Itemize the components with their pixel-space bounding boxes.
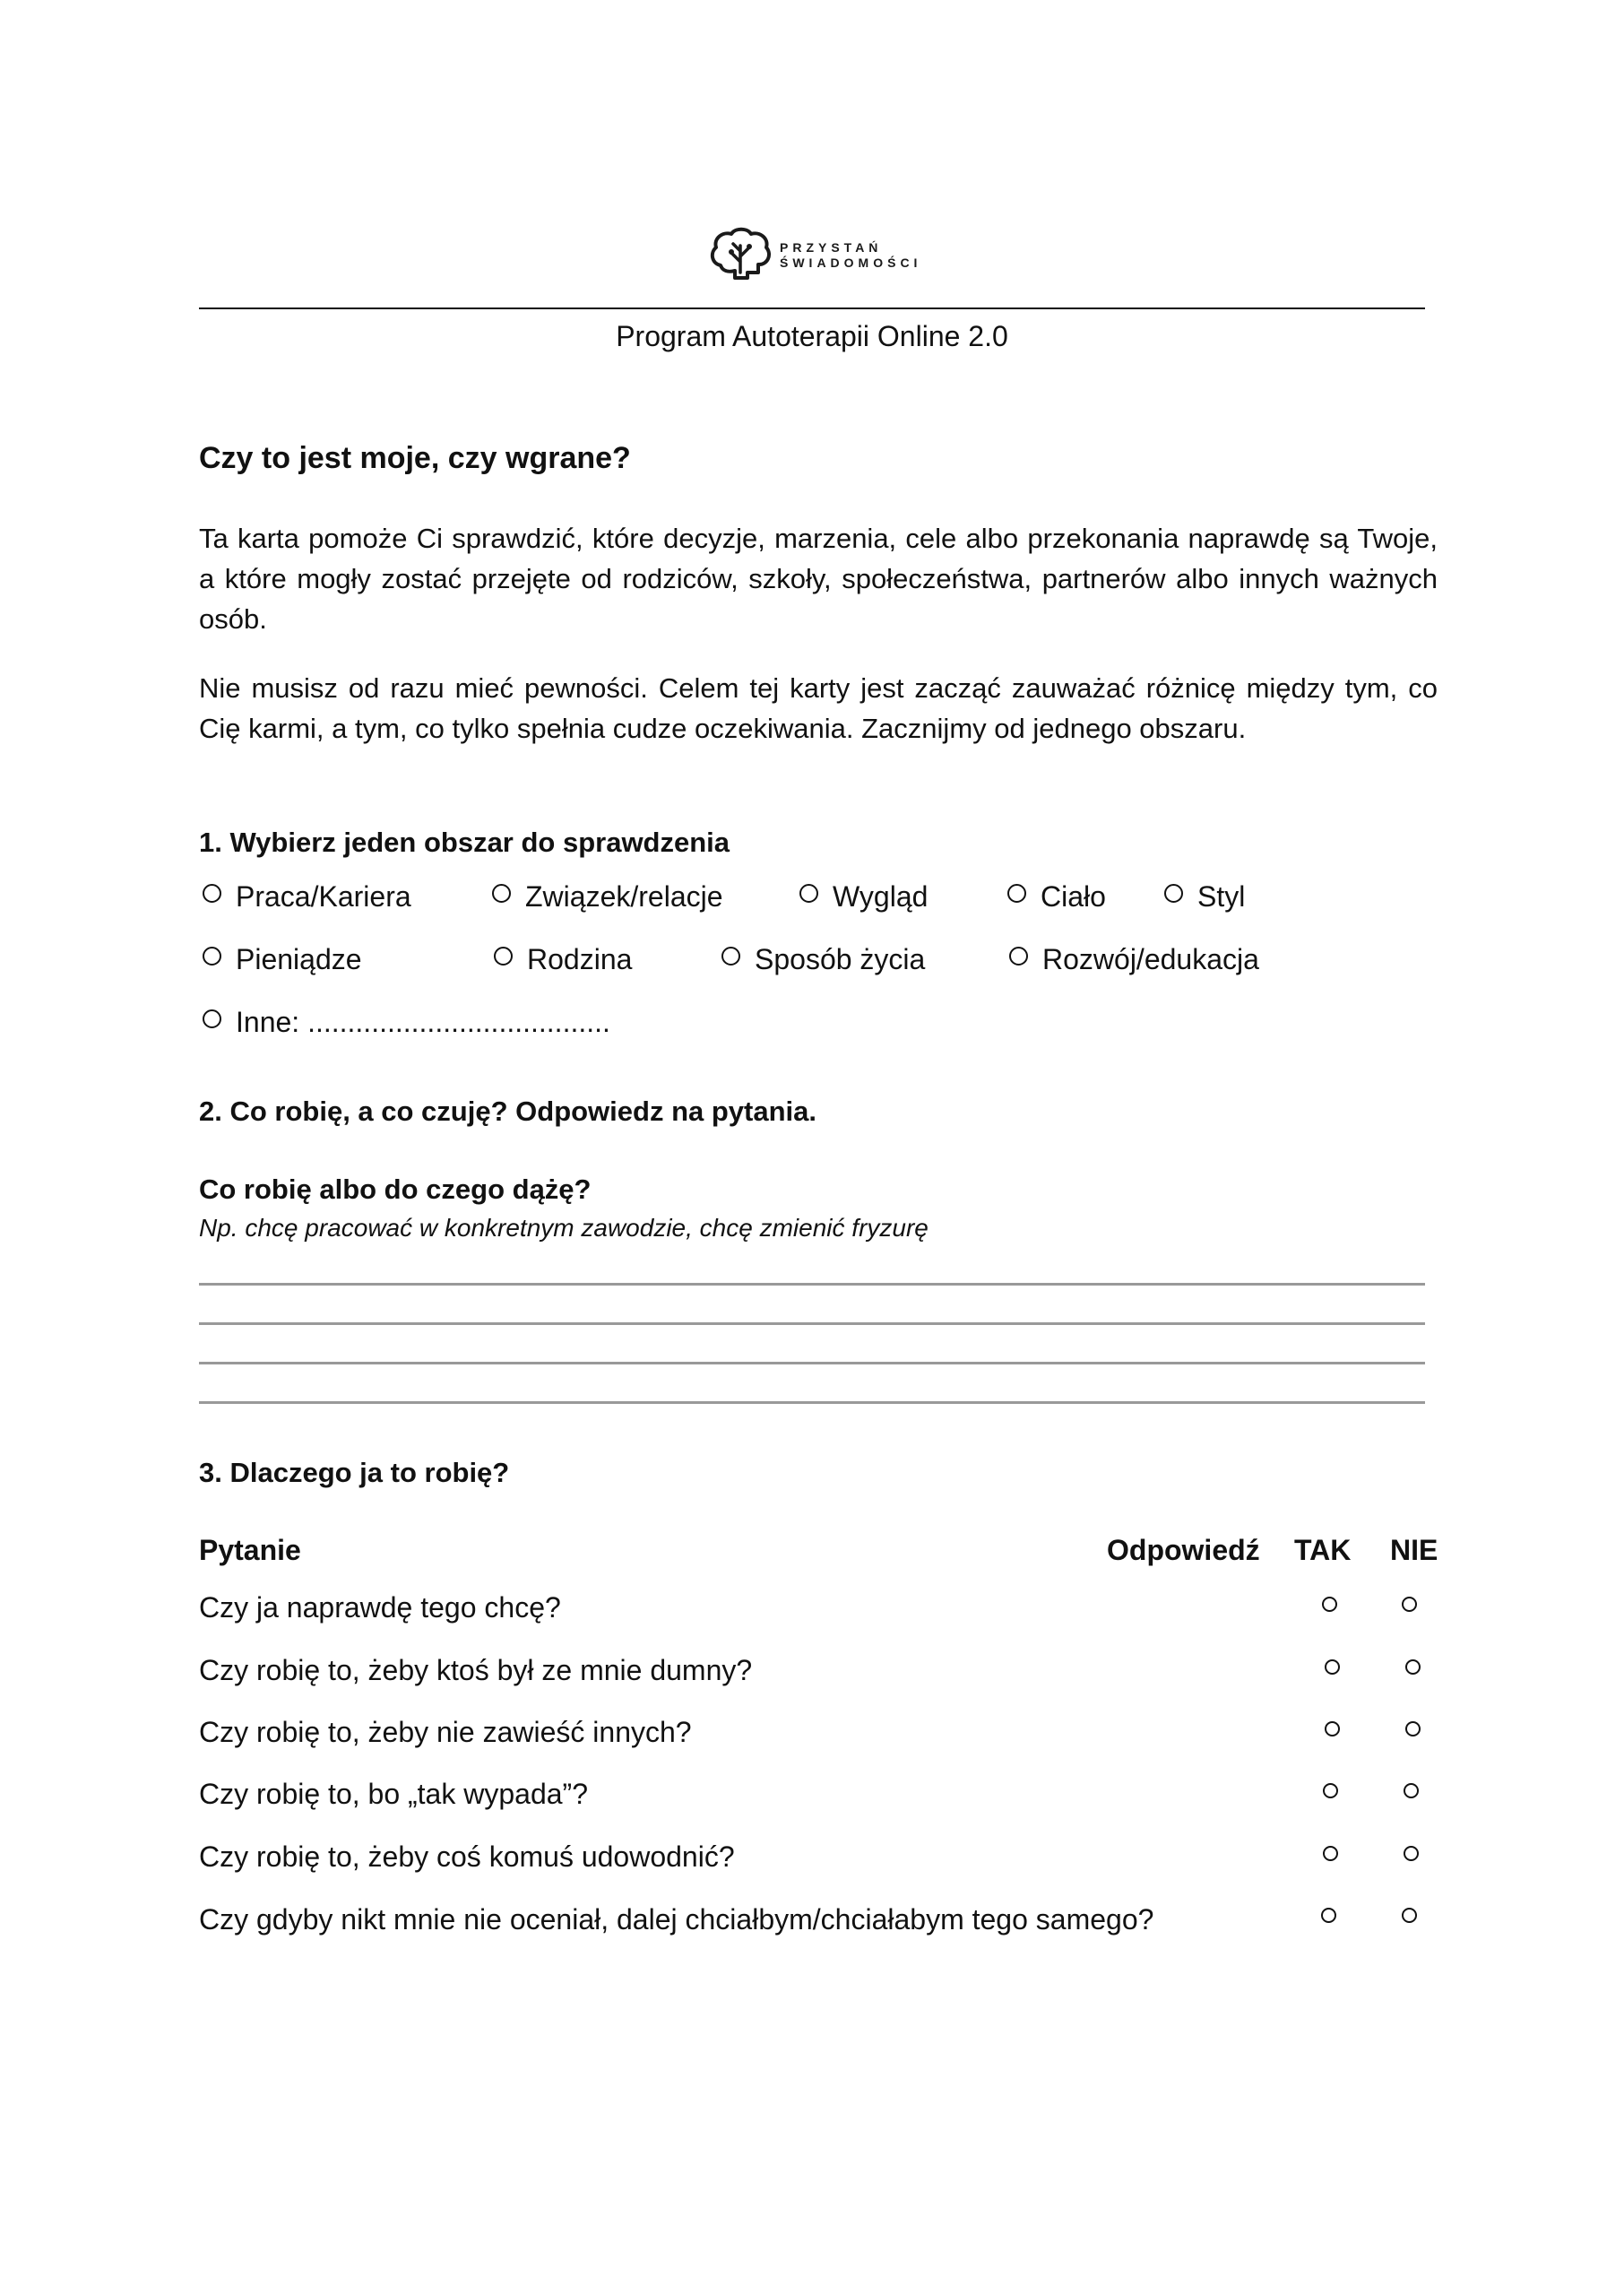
option-pieniadze[interactable]: [203, 941, 362, 977]
section-2-heading: 2. Co robię, a co czuję? Odpowiedz na pytania.: [199, 1096, 817, 1127]
section-2-hint: Np. chcę pracować w konkretnym zawodzie, chcę zmienić fryzurę: [199, 1214, 929, 1242]
radio-circle-icon[interactable]: [721, 947, 740, 966]
table-row-question: Czy ja naprawdę tego chcę?: [199, 1591, 561, 1624]
option-sposob-zycia[interactable]: [721, 941, 925, 977]
radio-circle-icon[interactable]: [1164, 884, 1183, 903]
option-label: Rozwój/edukacja: [1042, 943, 1259, 975]
column-header-question: Pytanie: [199, 1534, 301, 1566]
radio-circle-icon[interactable]: [203, 947, 221, 966]
no-radio-icon[interactable]: [1405, 1721, 1421, 1736]
section-1-heading: 1. Wybierz jeden obszar do sprawdzenia: [199, 827, 730, 858]
column-header-yes: TAK: [1294, 1534, 1352, 1566]
header-rule: [199, 307, 1425, 309]
answer-line-2[interactable]: [199, 1322, 1425, 1325]
option-rozwoj-edukacja[interactable]: [1009, 941, 1259, 977]
intro-paragraph-1: Ta karta pomoże Ci sprawdzić, które decyzje, marzenia, cele albo przekonania naprawdę są Twoje, a które mogły zostać przejęte od rodziców, szkoły, społeczeństwa, partnerów albo innych ważnych osób.: [199, 523, 1438, 635]
table-row-question: Czy robię to, bo „tak wypada”?: [199, 1778, 588, 1810]
no-radio-icon[interactable]: [1402, 1908, 1417, 1923]
brain-tree-logo-icon: [708, 226, 773, 281]
option-zwiazek-relacje[interactable]: [492, 879, 723, 914]
logo-line-2: ŚWIADOMOŚCI: [780, 255, 922, 270]
option-rodzina[interactable]: [494, 941, 632, 977]
radio-circle-icon[interactable]: [492, 884, 511, 903]
column-header-answer: Odpowiedź: [1107, 1534, 1260, 1566]
option-praca-kariera[interactable]: [203, 879, 411, 914]
option-label: Ciało: [1041, 880, 1106, 913]
option-label: Pieniądze: [236, 943, 362, 975]
option-cialo[interactable]: [1007, 879, 1106, 914]
option-label: Rodzina: [527, 943, 633, 975]
program-title: Program Autoterapii Online 2.0: [616, 320, 1008, 352]
section-2-question: Co robię albo do czego dążę?: [199, 1173, 592, 1205]
yes-radio-icon[interactable]: [1325, 1659, 1340, 1675]
intro-paragraph-2: Nie musisz od razu mieć pewności. Celem tej karty jest zacząć zauważać różnicę między tym, co Cię karmi, a tym, co tylko spełnia cudze oczekiwania. Zacznijmy od jednego obszaru.: [199, 672, 1438, 744]
option-label: Praca/Kariera: [236, 880, 411, 913]
radio-circle-icon[interactable]: [1007, 884, 1026, 903]
table-row-question: Czy robię to, żeby coś komuś udowodnić?: [199, 1840, 735, 1873]
radio-circle-icon[interactable]: [203, 884, 221, 903]
option-styl[interactable]: [1164, 879, 1245, 914]
radio-circle-icon[interactable]: [1009, 947, 1028, 966]
no-radio-icon[interactable]: [1404, 1783, 1419, 1798]
radio-circle-icon[interactable]: [799, 884, 818, 903]
option-label: Styl: [1197, 880, 1246, 913]
option-label: Wygląd: [833, 880, 929, 913]
yes-radio-icon[interactable]: [1322, 1597, 1337, 1612]
yes-radio-icon[interactable]: [1321, 1908, 1336, 1923]
answer-line-1[interactable]: [199, 1283, 1425, 1286]
no-radio-icon[interactable]: [1405, 1659, 1421, 1675]
option-label: Inne: ......................................: [236, 1006, 610, 1038]
page-title: Czy to jest moje, czy wgrane?: [199, 441, 631, 475]
option-label: Związek/relacje: [525, 880, 723, 913]
option-wyglad[interactable]: [799, 879, 928, 914]
table-row-question: Czy robię to, żeby ktoś był ze mnie dumny?: [199, 1654, 753, 1686]
answer-line-3[interactable]: [199, 1362, 1425, 1364]
logo: [708, 226, 923, 283]
radio-circle-icon[interactable]: [494, 947, 513, 966]
column-header-no: NIE: [1390, 1534, 1438, 1566]
yes-radio-icon[interactable]: [1325, 1721, 1340, 1736]
section-3-heading: 3. Dlaczego ja to robię?: [199, 1457, 510, 1488]
answer-line-4[interactable]: [199, 1401, 1425, 1404]
no-radio-icon[interactable]: [1402, 1597, 1417, 1612]
option-inne[interactable]: [203, 1004, 610, 1040]
table-row-question: Czy robię to, żeby nie zawieść innych?: [199, 1716, 692, 1748]
logo-wordmark: [780, 240, 921, 271]
radio-circle-icon[interactable]: [203, 1009, 221, 1028]
yes-radio-icon[interactable]: [1323, 1783, 1338, 1798]
table-row-question: Czy gdyby nikt mnie nie oceniał, dalej chciałbym/chciałabym tego samego?: [199, 1903, 1154, 1936]
logo-line-1: PRZYSTAŃ: [780, 240, 883, 255]
option-label: Sposób życia: [755, 943, 926, 975]
yes-radio-icon[interactable]: [1323, 1846, 1338, 1861]
no-radio-icon[interactable]: [1404, 1846, 1419, 1861]
